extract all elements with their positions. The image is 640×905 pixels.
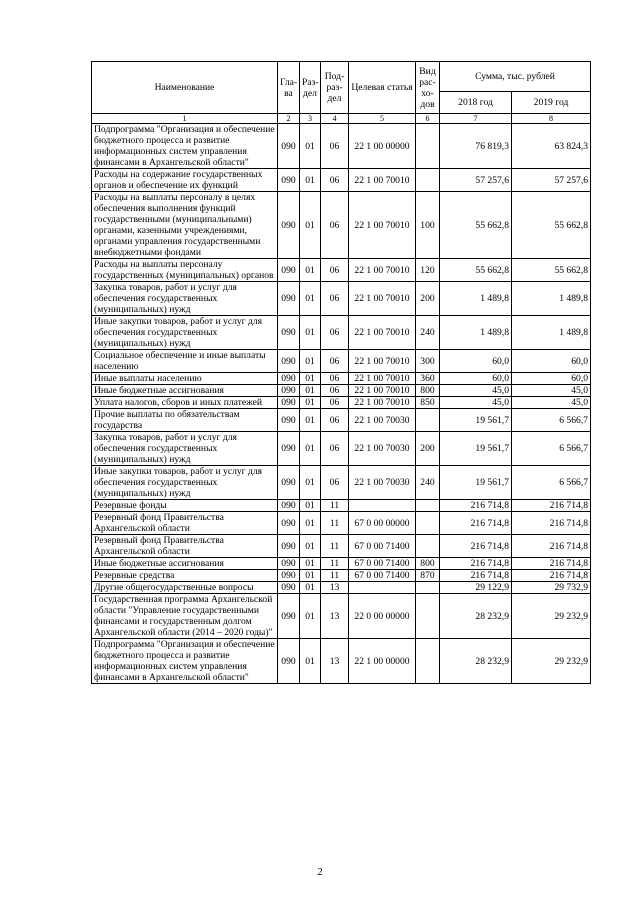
row-podrazdel: 06 bbox=[321, 192, 349, 259]
row-target: 22 0 00 00000 bbox=[349, 594, 416, 639]
row-podrazdel: 13 bbox=[321, 639, 349, 684]
row-podrazdel: 06 bbox=[321, 466, 349, 500]
row-target: 22 1 00 00000 bbox=[349, 639, 416, 684]
row-vid: 240 bbox=[416, 466, 440, 500]
row-name: Расходы на содержание государственных органов и обеспечение их функций bbox=[92, 169, 278, 192]
row-sum-2019: 60,0 bbox=[512, 373, 591, 385]
col-number: 7 bbox=[440, 114, 512, 124]
row-sum-2018: 76 819,3 bbox=[440, 124, 512, 169]
row-razdel: 01 bbox=[300, 466, 321, 500]
col-number: 2 bbox=[278, 114, 300, 124]
row-podrazdel: 06 bbox=[321, 350, 349, 373]
row-sum-2019: 45,0 bbox=[512, 397, 591, 409]
row-vid: 800 bbox=[416, 558, 440, 570]
row-glava: 090 bbox=[278, 535, 300, 558]
row-vid bbox=[416, 500, 440, 512]
row-podrazdel: 11 bbox=[321, 512, 349, 535]
col-header-year-2018: 2018 год bbox=[440, 92, 512, 114]
row-target bbox=[349, 582, 416, 594]
row-glava: 090 bbox=[278, 409, 300, 432]
row-sum-2018: 45,0 bbox=[440, 385, 512, 397]
row-podrazdel: 06 bbox=[321, 397, 349, 409]
row-podrazdel: 13 bbox=[321, 582, 349, 594]
row-sum-2018: 28 232,9 bbox=[440, 594, 512, 639]
row-vid: 360 bbox=[416, 373, 440, 385]
row-glava: 090 bbox=[278, 466, 300, 500]
table-row bbox=[92, 570, 591, 582]
row-sum-2018: 216 714,8 bbox=[440, 535, 512, 558]
row-target: 22 1 00 70010 bbox=[349, 373, 416, 385]
row-sum-2019: 6 566,7 bbox=[512, 466, 591, 500]
row-razdel: 01 bbox=[300, 409, 321, 432]
row-sum-2019: 6 566,7 bbox=[512, 432, 591, 466]
row-sum-2019: 29 232,9 bbox=[512, 594, 591, 639]
row-razdel: 01 bbox=[300, 535, 321, 558]
row-razdel: 01 bbox=[300, 350, 321, 373]
row-target: 22 1 00 00000 bbox=[349, 124, 416, 169]
budget-table bbox=[91, 61, 591, 684]
column-number-row bbox=[92, 114, 591, 124]
row-sum-2019: 1 489,8 bbox=[512, 282, 591, 316]
row-name: Резервный фонд Правительства Архангельской области bbox=[92, 535, 278, 558]
row-sum-2018: 216 714,8 bbox=[440, 570, 512, 582]
row-sum-2019: 63 824,3 bbox=[512, 124, 591, 169]
row-sum-2018: 28 232,9 bbox=[440, 639, 512, 684]
table-row bbox=[92, 582, 591, 594]
row-vid bbox=[416, 582, 440, 594]
row-target: 22 1 00 70010 bbox=[349, 169, 416, 192]
row-name: Иные закупки товаров, работ и услуг для обеспечения государственных (муниципальных) нужд bbox=[92, 316, 278, 350]
row-glava: 090 bbox=[278, 432, 300, 466]
row-sum-2019: 216 714,8 bbox=[512, 570, 591, 582]
row-vid: 100 bbox=[416, 192, 440, 259]
row-name: Прочие выплаты по обязательствам государства bbox=[92, 409, 278, 432]
row-target bbox=[349, 500, 416, 512]
col-header-podrazdel: Под-раз-дел bbox=[321, 62, 349, 114]
row-podrazdel: 06 bbox=[321, 373, 349, 385]
row-target: 22 1 00 70010 bbox=[349, 316, 416, 350]
table-row bbox=[92, 594, 591, 639]
row-sum-2018: 216 714,8 bbox=[440, 500, 512, 512]
row-name: Закупка товаров, работ и услуг для обеспечения государственных (муниципальных) нужд bbox=[92, 432, 278, 466]
row-name: Иные бюджетные ассигнования bbox=[92, 558, 278, 570]
row-sum-2018: 55 662,8 bbox=[440, 259, 512, 282]
row-podrazdel: 06 bbox=[321, 409, 349, 432]
table-row bbox=[92, 558, 591, 570]
table-row bbox=[92, 259, 591, 282]
table-row bbox=[92, 282, 591, 316]
row-sum-2019: 216 714,8 bbox=[512, 500, 591, 512]
row-name: Расходы на выплаты персоналу государственных (муниципальных) органов bbox=[92, 259, 278, 282]
row-sum-2019: 55 662,8 bbox=[512, 192, 591, 259]
row-name: Социальное обеспечение и иные выплаты населению bbox=[92, 350, 278, 373]
row-podrazdel: 11 bbox=[321, 500, 349, 512]
row-vid: 850 bbox=[416, 397, 440, 409]
row-podrazdel: 06 bbox=[321, 432, 349, 466]
row-vid bbox=[416, 409, 440, 432]
row-glava: 090 bbox=[278, 397, 300, 409]
row-glava: 090 bbox=[278, 582, 300, 594]
col-number: 3 bbox=[300, 114, 321, 124]
row-sum-2018: 60,0 bbox=[440, 350, 512, 373]
col-number: 8 bbox=[512, 114, 591, 124]
row-vid: 800 bbox=[416, 385, 440, 397]
row-target: 67 0 00 71400 bbox=[349, 558, 416, 570]
table-row bbox=[92, 169, 591, 192]
row-razdel: 01 bbox=[300, 558, 321, 570]
row-sum-2018: 55 662,8 bbox=[440, 192, 512, 259]
row-vid: 870 bbox=[416, 570, 440, 582]
row-vid bbox=[416, 535, 440, 558]
table-row bbox=[92, 192, 591, 259]
row-sum-2018: 216 714,8 bbox=[440, 512, 512, 535]
row-glava: 090 bbox=[278, 512, 300, 535]
row-glava: 090 bbox=[278, 316, 300, 350]
row-razdel: 01 bbox=[300, 192, 321, 259]
row-razdel: 01 bbox=[300, 500, 321, 512]
row-podrazdel: 11 bbox=[321, 570, 349, 582]
row-glava: 090 bbox=[278, 169, 300, 192]
row-vid bbox=[416, 594, 440, 639]
row-sum-2018: 29 122,9 bbox=[440, 582, 512, 594]
row-vid bbox=[416, 512, 440, 535]
row-sum-2018: 57 257,6 bbox=[440, 169, 512, 192]
row-target: 22 1 00 70010 bbox=[349, 192, 416, 259]
row-vid: 200 bbox=[416, 282, 440, 316]
row-sum-2019: 6 566,7 bbox=[512, 409, 591, 432]
row-glava: 090 bbox=[278, 594, 300, 639]
row-vid bbox=[416, 639, 440, 684]
row-razdel: 01 bbox=[300, 594, 321, 639]
row-sum-2019: 45,0 bbox=[512, 385, 591, 397]
row-sum-2019: 216 714,8 bbox=[512, 558, 591, 570]
row-vid bbox=[416, 124, 440, 169]
row-sum-2018: 60,0 bbox=[440, 373, 512, 385]
table-row bbox=[92, 397, 591, 409]
row-target: 22 1 00 70030 bbox=[349, 409, 416, 432]
row-razdel: 01 bbox=[300, 432, 321, 466]
table-row bbox=[92, 409, 591, 432]
row-name: Иные бюджетные ассигнования bbox=[92, 385, 278, 397]
row-razdel: 01 bbox=[300, 124, 321, 169]
row-sum-2018: 19 561,7 bbox=[440, 432, 512, 466]
col-number: 6 bbox=[416, 114, 440, 124]
row-sum-2018: 1 489,8 bbox=[440, 316, 512, 350]
table-header bbox=[92, 62, 591, 124]
row-razdel: 01 bbox=[300, 169, 321, 192]
table-row bbox=[92, 512, 591, 535]
col-number: 4 bbox=[321, 114, 349, 124]
row-podrazdel: 06 bbox=[321, 259, 349, 282]
table-row bbox=[92, 350, 591, 373]
row-target: 22 1 00 70010 bbox=[349, 385, 416, 397]
row-sum-2018: 19 561,7 bbox=[440, 409, 512, 432]
row-razdel: 01 bbox=[300, 397, 321, 409]
row-vid: 200 bbox=[416, 432, 440, 466]
row-name: Государственная программа Архангельской области "Управление государственными финансами и государственным долгом Архангельской области (2014 – 2020 годы)" bbox=[92, 594, 278, 639]
row-name: Иные закупки товаров, работ и услуг для обеспечения государственных (муниципальных) нужд bbox=[92, 466, 278, 500]
table-row bbox=[92, 373, 591, 385]
row-glava: 090 bbox=[278, 282, 300, 316]
row-glava: 090 bbox=[278, 558, 300, 570]
row-podrazdel: 06 bbox=[321, 316, 349, 350]
row-glava: 090 bbox=[278, 500, 300, 512]
row-vid: 240 bbox=[416, 316, 440, 350]
row-name: Резервные средства bbox=[92, 570, 278, 582]
row-target: 67 0 00 71400 bbox=[349, 570, 416, 582]
table-row bbox=[92, 535, 591, 558]
row-razdel: 01 bbox=[300, 512, 321, 535]
row-glava: 090 bbox=[278, 259, 300, 282]
row-target: 22 1 00 70010 bbox=[349, 397, 416, 409]
row-podrazdel: 06 bbox=[321, 282, 349, 316]
row-target: 67 0 00 00000 bbox=[349, 512, 416, 535]
row-sum-2018: 45,0 bbox=[440, 397, 512, 409]
row-name: Подпрограмма "Организация и обеспечение бюджетного процесса и развитие информационных систем управления финансами в Архангельской области" bbox=[92, 124, 278, 169]
col-number: 5 bbox=[349, 114, 416, 124]
row-name: Другие общегосударственные вопросы bbox=[92, 582, 278, 594]
row-name: Закупка товаров, работ и услуг для обеспечения государственных (муниципальных) нужд bbox=[92, 282, 278, 316]
row-sum-2019: 29 232,9 bbox=[512, 639, 591, 684]
row-vid: 120 bbox=[416, 259, 440, 282]
table-row bbox=[92, 432, 591, 466]
row-sum-2019: 57 257,6 bbox=[512, 169, 591, 192]
row-glava: 090 bbox=[278, 385, 300, 397]
row-podrazdel: 11 bbox=[321, 535, 349, 558]
row-sum-2019: 216 714,8 bbox=[512, 535, 591, 558]
table-row bbox=[92, 639, 591, 684]
row-podrazdel: 13 bbox=[321, 594, 349, 639]
col-header-vid: Вид рас-хо-дов bbox=[416, 62, 440, 114]
row-target: 22 1 00 70010 bbox=[349, 259, 416, 282]
row-name: Иные выплаты населению bbox=[92, 373, 278, 385]
row-razdel: 01 bbox=[300, 385, 321, 397]
row-sum-2019: 60,0 bbox=[512, 350, 591, 373]
table-row bbox=[92, 466, 591, 500]
col-header-glava: Гла-ва bbox=[278, 62, 300, 114]
table-row bbox=[92, 500, 591, 512]
col-header-sum: Сумма, тыс. рублей bbox=[440, 62, 591, 92]
row-glava: 090 bbox=[278, 373, 300, 385]
row-name: Резервные фонды bbox=[92, 500, 278, 512]
col-header-year-2019: 2019 год bbox=[512, 92, 591, 114]
table-body bbox=[92, 124, 591, 684]
col-header-target: Целевая статья bbox=[349, 62, 416, 114]
row-target: 67 0 00 71400 bbox=[349, 535, 416, 558]
row-sum-2018: 216 714,8 bbox=[440, 558, 512, 570]
row-razdel: 01 bbox=[300, 282, 321, 316]
row-glava: 090 bbox=[278, 570, 300, 582]
row-sum-2018: 1 489,8 bbox=[440, 282, 512, 316]
row-target: 22 1 00 70030 bbox=[349, 466, 416, 500]
row-podrazdel: 11 bbox=[321, 558, 349, 570]
row-name: Уплата налогов, сборов и иных платежей bbox=[92, 397, 278, 409]
row-sum-2019: 55 662,8 bbox=[512, 259, 591, 282]
row-razdel: 01 bbox=[300, 373, 321, 385]
row-glava: 090 bbox=[278, 639, 300, 684]
row-razdel: 01 bbox=[300, 316, 321, 350]
row-sum-2019: 29 732,9 bbox=[512, 582, 591, 594]
table-row bbox=[92, 124, 591, 169]
row-podrazdel: 06 bbox=[321, 169, 349, 192]
row-podrazdel: 06 bbox=[321, 385, 349, 397]
row-razdel: 01 bbox=[300, 259, 321, 282]
row-glava: 090 bbox=[278, 350, 300, 373]
col-number: 1 bbox=[92, 114, 278, 124]
row-target: 22 1 00 70010 bbox=[349, 350, 416, 373]
row-razdel: 01 bbox=[300, 582, 321, 594]
row-razdel: 01 bbox=[300, 570, 321, 582]
table-row bbox=[92, 316, 591, 350]
row-glava: 090 bbox=[278, 124, 300, 169]
row-podrazdel: 06 bbox=[321, 124, 349, 169]
row-sum-2019: 216 714,8 bbox=[512, 512, 591, 535]
row-vid: 300 bbox=[416, 350, 440, 373]
col-header-razdel: Раз-дел bbox=[300, 62, 321, 114]
row-name: Подпрограмма "Организация и обеспечение бюджетного процесса и развитие информационных систем управления финансами в Архангельской области" bbox=[92, 639, 278, 684]
page-number: 2 bbox=[317, 866, 323, 878]
row-name: Расходы на выплаты персоналу в целях обеспечения выполнения функций государственными (муниципальными) органами, казенными учреждениями, органами управления государственными внебюджетными фондами bbox=[92, 192, 278, 259]
row-vid bbox=[416, 169, 440, 192]
row-glava: 090 bbox=[278, 192, 300, 259]
col-header-name: Наименование bbox=[92, 62, 278, 114]
row-target: 22 1 00 70030 bbox=[349, 432, 416, 466]
row-sum-2019: 1 489,8 bbox=[512, 316, 591, 350]
row-target: 22 1 00 70010 bbox=[349, 282, 416, 316]
row-name: Резервный фонд Правительства Архангельской области bbox=[92, 512, 278, 535]
table-row bbox=[92, 385, 591, 397]
row-sum-2018: 19 561,7 bbox=[440, 466, 512, 500]
row-razdel: 01 bbox=[300, 639, 321, 684]
